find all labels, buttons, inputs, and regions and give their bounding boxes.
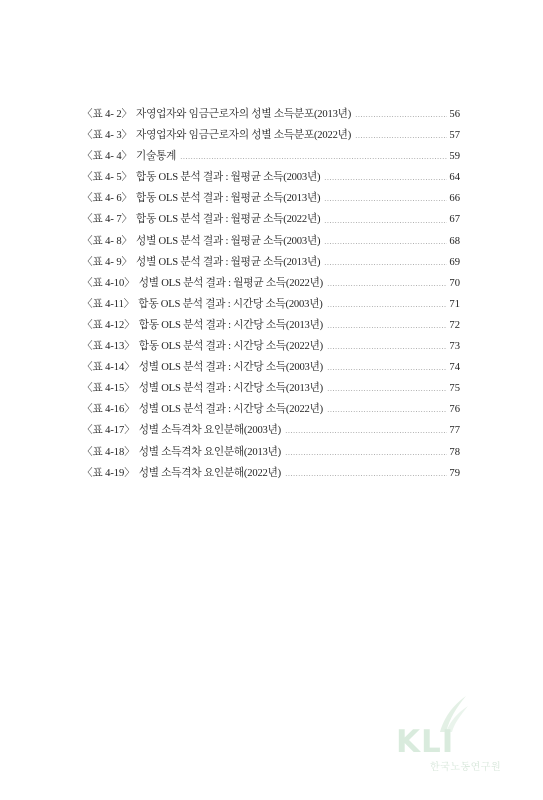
toc-entry-label: 〈표 4-15〉 xyxy=(82,383,135,395)
toc-entry[interactable] xyxy=(82,420,460,441)
toc-entry-label: 〈표 4- 6〉 xyxy=(82,193,133,205)
toc-entry-label: 〈표 4-19〉 xyxy=(82,467,135,479)
toc-leader-dots xyxy=(327,285,447,286)
toc-entry-page: 64 xyxy=(449,172,460,184)
toc-entry-label: 〈표 4-14〉 xyxy=(82,362,135,374)
toc-entry-label: 〈표 4- 7〉 xyxy=(82,214,133,226)
toc-leader-dots xyxy=(327,306,448,307)
toc-entry[interactable] xyxy=(82,231,460,252)
toc-entry-label: 〈표 4- 9〉 xyxy=(82,256,133,268)
logo-subtitle: 한국노동연구원 xyxy=(430,762,502,773)
toc-entry-title: 기술통계 xyxy=(136,151,177,163)
toc-leader-dots xyxy=(324,200,447,201)
toc-leader-dots xyxy=(327,327,447,328)
toc-entry[interactable] xyxy=(82,357,460,378)
toc-entry-page: 69 xyxy=(449,256,460,268)
toc-entry-page: 66 xyxy=(449,193,460,205)
toc-entry-label: 〈표 4-13〉 xyxy=(82,341,135,353)
toc-entry-page: 67 xyxy=(449,214,460,226)
toc-entry-title: 성별 OLS 분석 결과 : 시간당 소득(2013년) xyxy=(138,383,323,395)
toc-entry-title: 합동 OLS 분석 결과 : 월평균 소득(2003년) xyxy=(136,172,321,184)
toc-entry-title: 성별 OLS 분석 결과 : 시간당 소득(2022년) xyxy=(138,404,323,416)
toc-leader-dots xyxy=(324,222,447,223)
toc-entry-title: 합동 OLS 분석 결과 : 시간당 소득(2003년) xyxy=(138,298,323,310)
toc-entry[interactable] xyxy=(82,209,460,230)
toc-leader-dots xyxy=(324,264,447,265)
toc-entry[interactable] xyxy=(82,273,460,294)
toc-entry-page: 74 xyxy=(449,362,460,374)
toc-entry-label: 〈표 4-16〉 xyxy=(82,404,135,416)
toc-entry-page: 79 xyxy=(449,467,460,479)
toc-entry[interactable] xyxy=(82,252,460,273)
toc-entry[interactable] xyxy=(82,315,460,336)
toc-entry[interactable] xyxy=(82,188,460,209)
toc-entry-title: 합동 OLS 분석 결과 : 월평균 소득(2022년) xyxy=(136,214,321,226)
toc-entry-label: 〈표 4- 2〉 xyxy=(82,109,133,120)
toc-entry-title: 합동 OLS 분석 결과 : 시간당 소득(2022년) xyxy=(138,341,323,353)
toc-entry-page: 68 xyxy=(449,235,460,247)
toc-leader-dots xyxy=(327,348,447,349)
toc-entry-label: 〈표 4-17〉 xyxy=(82,425,135,437)
toc-leader-dots xyxy=(285,454,447,455)
logo-text: KLI xyxy=(396,724,455,760)
table-of-contents xyxy=(82,104,460,484)
toc-leader-dots xyxy=(324,179,447,180)
toc-leader-dots xyxy=(327,390,447,391)
toc-leader-dots xyxy=(355,137,447,138)
toc-entry-title: 자영업자와 임금근로자의 성별 소득분포(2013년) xyxy=(136,109,352,120)
toc-leader-dots xyxy=(285,432,447,433)
toc-entry-page: 76 xyxy=(449,404,460,416)
toc-entry-title: 합동 OLS 분석 결과 : 월평균 소득(2013년) xyxy=(136,193,321,205)
toc-entry-title: 합동 OLS 분석 결과 : 시간당 소득(2013년) xyxy=(138,319,323,331)
toc-entry-page: 73 xyxy=(449,341,460,353)
toc-entry[interactable] xyxy=(82,294,460,315)
toc-entry-page: 72 xyxy=(449,319,460,331)
toc-entry-title: 성별 OLS 분석 결과 : 월평균 소득(2022년) xyxy=(138,277,323,289)
toc-entry[interactable] xyxy=(82,336,460,357)
toc-entry-label: 〈표 4- 8〉 xyxy=(82,235,133,247)
toc-entry[interactable] xyxy=(82,378,460,399)
toc-entry-page: 71 xyxy=(449,298,460,310)
toc-leader-dots xyxy=(285,475,447,476)
kli-logo xyxy=(392,694,517,778)
toc-entry-label: 〈표 4- 5〉 xyxy=(82,172,133,184)
toc-entry-label: 〈표 4-11〉 xyxy=(82,298,135,310)
toc-leader-dots xyxy=(327,369,447,370)
toc-entry[interactable] xyxy=(82,104,460,125)
toc-entry-page: 75 xyxy=(449,383,460,395)
toc-leader-dots xyxy=(355,116,447,117)
toc-entry-page: 70 xyxy=(449,277,460,289)
toc-entry-page: 56 xyxy=(449,109,460,120)
toc-entry-title: 성별 OLS 분석 결과 : 월평균 소득(2003년) xyxy=(136,235,321,247)
toc-entry[interactable] xyxy=(82,442,460,463)
toc-entry-title: 성별 소득격차 요인분해(2013년) xyxy=(138,446,282,458)
toc-leader-dots xyxy=(180,158,447,159)
toc-entry-title: 성별 소득격차 요인분해(2022년) xyxy=(138,467,282,479)
toc-entry[interactable] xyxy=(82,399,460,420)
toc-entry-page: 78 xyxy=(449,446,460,458)
toc-entry-page: 77 xyxy=(449,425,460,437)
toc-entry-label: 〈표 4-10〉 xyxy=(82,277,135,289)
toc-entry[interactable] xyxy=(82,463,460,484)
toc-entry[interactable] xyxy=(82,146,460,167)
toc-entry-label: 〈표 4- 4〉 xyxy=(82,151,133,163)
toc-entry-page: 59 xyxy=(449,151,460,163)
toc-entry[interactable] xyxy=(82,167,460,188)
toc-entry[interactable] xyxy=(82,125,460,146)
toc-entry-page: 57 xyxy=(449,130,460,142)
toc-leader-dots xyxy=(327,411,447,412)
toc-entry-title: 자영업자와 임금근로자의 성별 소득분포(2022년) xyxy=(136,130,352,142)
toc-leader-dots xyxy=(324,243,447,244)
toc-entry-label: 〈표 4-12〉 xyxy=(82,319,135,331)
toc-entry-label: 〈표 4- 3〉 xyxy=(82,130,133,142)
toc-entry-label: 〈표 4-18〉 xyxy=(82,446,135,458)
toc-entry-title: 성별 OLS 분석 결과 : 시간당 소득(2003년) xyxy=(138,362,323,374)
toc-entry-title: 성별 OLS 분석 결과 : 월평균 소득(2013년) xyxy=(136,256,321,268)
toc-entry-title: 성별 소득격차 요인분해(2003년) xyxy=(138,425,282,437)
